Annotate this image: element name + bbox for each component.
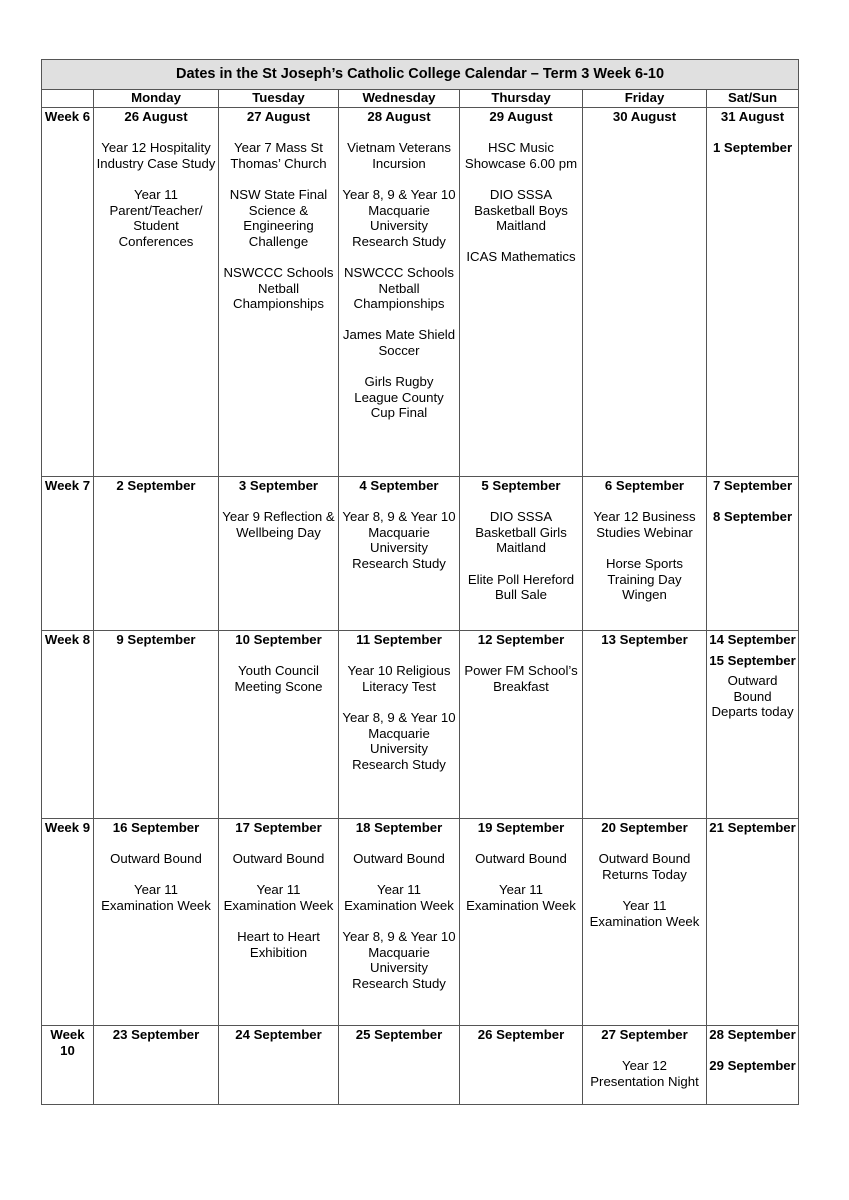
week-label: Week 6	[42, 108, 94, 477]
day-cell	[94, 1026, 219, 1105]
day-cell	[94, 477, 219, 631]
event-text: Outward Bound	[475, 851, 567, 867]
date-label: 5 September	[481, 478, 561, 493]
day-cell	[707, 1026, 799, 1105]
day-header: Thursday	[460, 90, 583, 108]
date-label: 17 September	[235, 820, 322, 835]
day-cell	[460, 631, 583, 819]
day-header: Wednesday	[339, 90, 460, 108]
date-label: 3 September	[238, 478, 319, 493]
event-text: Year 8, 9 & Year 10 Macquarie University Research Study	[342, 929, 456, 991]
event-text: Horse Sports Training Day Wingen	[606, 555, 683, 603]
day-cell	[339, 477, 460, 631]
day-cell	[707, 108, 799, 477]
date-label: 27 August	[246, 109, 311, 124]
day-header: Friday	[583, 90, 707, 108]
day-cell	[583, 108, 707, 477]
week-label: Week 8	[42, 631, 94, 819]
week-row	[42, 1026, 799, 1105]
event-text: 15 September	[709, 652, 796, 668]
day-cell	[583, 631, 707, 819]
event-text: Outward Bound	[232, 851, 325, 867]
day-cell	[583, 1026, 707, 1105]
day-cell	[219, 108, 339, 477]
event-text: Year 12 Presentation Night	[590, 1058, 699, 1089]
week-row	[42, 819, 799, 1026]
week-label: Week 7	[42, 477, 94, 631]
event-text: Year 8, 9 & Year 10 Macquarie University Research Study	[342, 509, 456, 571]
event-text: Year 11 Examination Week	[101, 882, 211, 913]
day-cell	[583, 477, 707, 631]
event-text: Heart to Heart Exhibition	[237, 929, 320, 960]
day-header: Monday	[94, 90, 219, 108]
date-label: 11 September	[356, 632, 442, 647]
event-text: Vietnam Veterans Incursion	[347, 140, 451, 171]
date-label: 10 September	[235, 632, 322, 647]
date-label: 24 September	[235, 1027, 322, 1042]
event-text: NSW State Final Science & Engineering Challenge	[229, 186, 328, 249]
event-text: Year 11 Parent/Teacher/ Student Conferences	[109, 186, 203, 249]
event-text: NSWCCC Schools Netball Championships	[223, 264, 334, 312]
date-label: 25 September	[355, 1027, 443, 1042]
event-text: Outward Bound	[353, 851, 445, 867]
day-cell	[707, 819, 799, 1026]
date-label: 16 September	[112, 820, 200, 835]
event-text: DIO SSSA Basketball Boys Maitland	[474, 186, 568, 234]
event-text: Year 11 Examination Week	[223, 882, 334, 913]
day-cell	[219, 1026, 339, 1105]
day-cell	[460, 108, 583, 477]
event-text: Outward Bound Returns Today	[598, 851, 691, 882]
event-text: 8 September	[712, 509, 793, 525]
day-cell	[94, 819, 219, 1026]
date-label: 21 September	[709, 820, 796, 835]
day-cell	[219, 631, 339, 819]
day-cell	[707, 631, 799, 819]
date-label: 27 September	[601, 1027, 688, 1042]
day-header: Sat/Sun	[707, 90, 799, 108]
event-text: Year 11 Examination Week	[466, 882, 576, 913]
event-text: Youth Council Meeting Scone	[234, 663, 323, 694]
event-text: Year 11 Examination Week	[344, 882, 454, 913]
event-text: Year 12 Hospitality Industry Case Study	[96, 140, 216, 171]
date-label: 18 September	[355, 820, 443, 835]
calendar-title: Dates in the St Joseph’s Catholic College Calendar – Term 3 Week 6-10	[42, 60, 799, 90]
day-cell	[339, 631, 460, 819]
date-label: 14 September	[709, 632, 796, 647]
week-row	[42, 108, 799, 477]
calendar-body	[42, 108, 799, 1105]
day-cell	[94, 108, 219, 477]
event-text: DIO SSSA Basketball Girls Maitland	[475, 509, 567, 556]
event-text: 29 September	[709, 1058, 796, 1074]
week-row	[42, 631, 799, 819]
event-text: Outward Bound	[110, 851, 202, 867]
date-label: 20 September	[601, 820, 688, 835]
date-label: 31 August	[720, 109, 785, 124]
day-cell	[460, 1026, 583, 1105]
day-cell	[460, 819, 583, 1026]
date-label: 19 September	[477, 820, 565, 835]
date-label: 30 August	[612, 109, 677, 124]
date-label: 28 August	[367, 109, 431, 124]
day-cell	[339, 1026, 460, 1105]
event-text: Girls Rugby League County Cup Final	[354, 374, 444, 421]
date-label: 7 September	[712, 478, 793, 493]
day-cell	[460, 477, 583, 631]
event-text: ICAS Mathematics	[466, 249, 576, 265]
date-label: 13 September	[601, 632, 688, 647]
date-label: 6 September	[604, 478, 685, 493]
event-text: Year 9 Reflection & Wellbeing Day	[222, 509, 335, 540]
date-label: 26 September	[477, 1027, 565, 1042]
event-text: NSWCCC Schools Netball Championships	[344, 264, 454, 312]
week-label: Week 10	[42, 1026, 94, 1105]
day-header: Tuesday	[219, 90, 339, 108]
event-text: Year 12 Business Studies Webinar	[593, 509, 696, 540]
calendar-table	[41, 59, 799, 1105]
date-label: 12 September	[477, 632, 565, 647]
date-label: 9 September	[116, 632, 196, 647]
day-cell	[339, 819, 460, 1026]
date-label: 2 September	[116, 478, 196, 493]
event-text: Elite Poll Hereford Bull Sale	[467, 571, 575, 603]
event-text: Power FM School’s Breakfast	[464, 663, 578, 694]
corner-cell	[42, 90, 94, 108]
date-label: 23 September	[112, 1027, 200, 1042]
week-label: Week 9	[42, 819, 94, 1026]
day-cell	[94, 631, 219, 819]
event-text: Outward Bound Departs today	[711, 673, 794, 720]
event-text: 1 September	[712, 140, 793, 156]
event-text: HSC Music Showcase 6.00 pm	[464, 140, 578, 171]
date-label: 26 August	[124, 109, 188, 124]
date-label: 4 September	[359, 478, 439, 493]
week-row	[42, 477, 799, 631]
day-cell	[219, 477, 339, 631]
date-label: 29 August	[489, 109, 553, 124]
day-cell	[707, 477, 799, 631]
event-text: Year 8, 9 & Year 10 Macquarie University Research Study	[342, 186, 456, 249]
event-text: James Mate Shield Soccer	[342, 327, 456, 358]
day-cell	[583, 819, 707, 1026]
event-text: Year 11 Examination Week	[589, 897, 700, 929]
day-cell	[339, 108, 460, 477]
day-cell	[219, 819, 339, 1026]
event-text: Year 8, 9 & Year 10 Macquarie University Research Study	[342, 709, 456, 772]
event-text: Year 7 Mass St Thomas’ Church	[230, 140, 327, 171]
date-label: 28 September	[709, 1027, 796, 1042]
event-text: Year 10 Religious Literacy Test	[347, 663, 451, 694]
